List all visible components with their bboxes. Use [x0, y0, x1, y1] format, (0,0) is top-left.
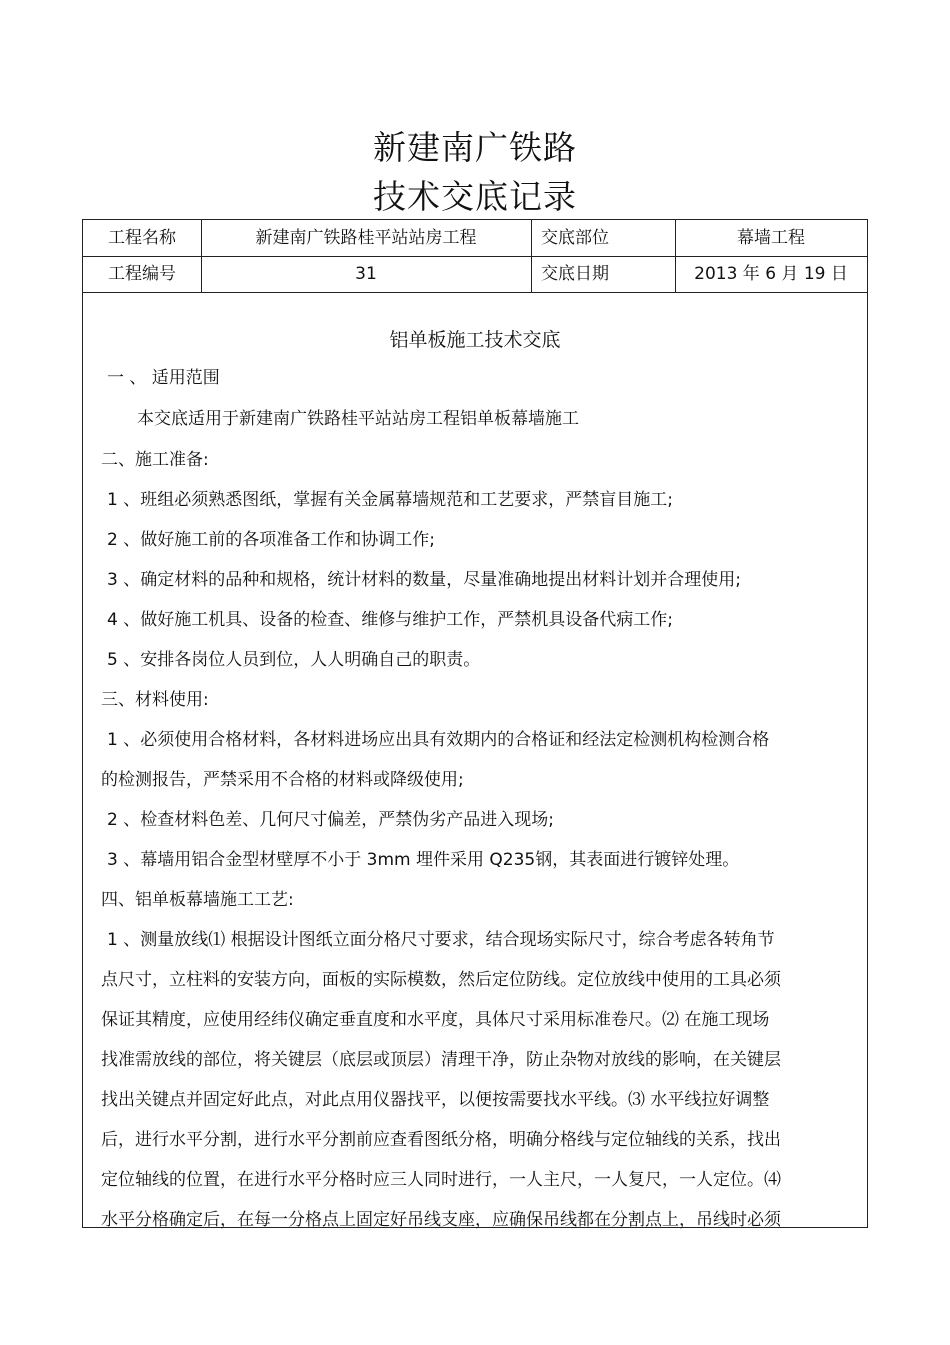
list-item: 2 、检查材料色差、几何尺寸偏差，严禁伪劣产品进入现场;	[107, 810, 554, 830]
body-line: 保证其精度，应使用经纬仪确定垂直度和水平度，具体尺寸采用标准卷尺。⑵ 在施工现场	[101, 1010, 770, 1030]
document-title: 新建南广铁路	[373, 128, 577, 167]
document-subtitle: 技术交底记录	[373, 177, 577, 216]
list-item: 1 、必须使用合格材料，各材料进场应出具有效期内的合格证和经法定检测机构检测合格	[107, 730, 770, 750]
project-no-value: 31	[355, 264, 377, 284]
body-line: 找准需放线的部位，将关键层（底层或顶层）清理干净，防止杂物对放线的影响，在关键层	[101, 1050, 781, 1070]
list-item: 5 、安排各岗位人员到位，人人明确自己的职责。	[107, 650, 481, 670]
section-heading: 二、施工准备:	[101, 450, 209, 470]
list-item: 2 、做好施工前的各项准备工作和协调工作;	[107, 530, 435, 550]
header-divider	[83, 292, 867, 293]
project-name-label: 工程名称	[108, 228, 176, 248]
list-item: 1 、测量放线⑴ 根据设计图纸立面分格尺寸要求，结合现场实际尺寸，综合考虑各转角节	[107, 930, 775, 950]
date-label: 交底日期	[541, 264, 609, 284]
body-line: 本交底适用于新建南广铁路桂平站站房工程铝单板幕墙施工	[137, 409, 579, 429]
list-item: 3 、确定材料的品种和规格，统计材料的数量，尽量准确地提出材料计划并合理使用;	[107, 570, 741, 590]
body-line: 水平分格确定后，在每一分格点上固定好吊线支座，应确保吊线都在分割点上，吊线时必须	[101, 1210, 781, 1230]
project-name-value: 新建南广铁路桂平站站房工程	[255, 228, 477, 248]
body-line: 点尺寸，立柱料的安装方向，面板的实际模数，然后定位防线。定位放线中使用的工具必须	[101, 970, 781, 990]
body-line: 后，进行水平分割，进行水平分割前应查看图纸分格，明确分格线与定位轴线的关系，找出	[101, 1130, 781, 1150]
body-line: 的检测报告，严禁采用不合格的材料或降级使用;	[101, 770, 464, 790]
section-heading: 一 、 适用范围	[107, 368, 220, 388]
part-value: 幕墙工程	[737, 228, 805, 248]
date-value: 2013 年 6 月 19 日	[694, 264, 848, 284]
list-item: 4 、做好施工机具、设备的检查、维修与维护工作，严禁机具设备代病工作;	[107, 610, 673, 630]
record-table	[82, 219, 868, 1228]
part-label: 交底部位	[541, 228, 609, 248]
project-no-label: 工程编号	[108, 264, 176, 284]
body-heading: 铝单板施工技术交底	[389, 329, 561, 351]
body-line: 找出关键点并固定好此点，对此点用仪器找平，以便按需要找水平线。⑶ 水平线拉好调整	[101, 1090, 770, 1110]
col-divider	[531, 220, 532, 292]
section-heading: 三、材料使用:	[101, 690, 209, 710]
list-item: 1 、班组必须熟悉图纸，掌握有关金属幕墙规范和工艺要求，严禁盲目施工;	[107, 490, 673, 510]
section-heading: 四、铝单板幕墙施工工艺:	[101, 890, 294, 910]
list-item: 3 、幕墙用铝合金型材壁厚不小于 3mm 埋件采用 Q235钢，其表面进行镀锌处理。	[107, 850, 740, 870]
body-line: 定位轴线的位置，在进行水平分格时应三人同时进行，一人主尺，一人复尺，一人定位。⑷	[101, 1170, 781, 1190]
